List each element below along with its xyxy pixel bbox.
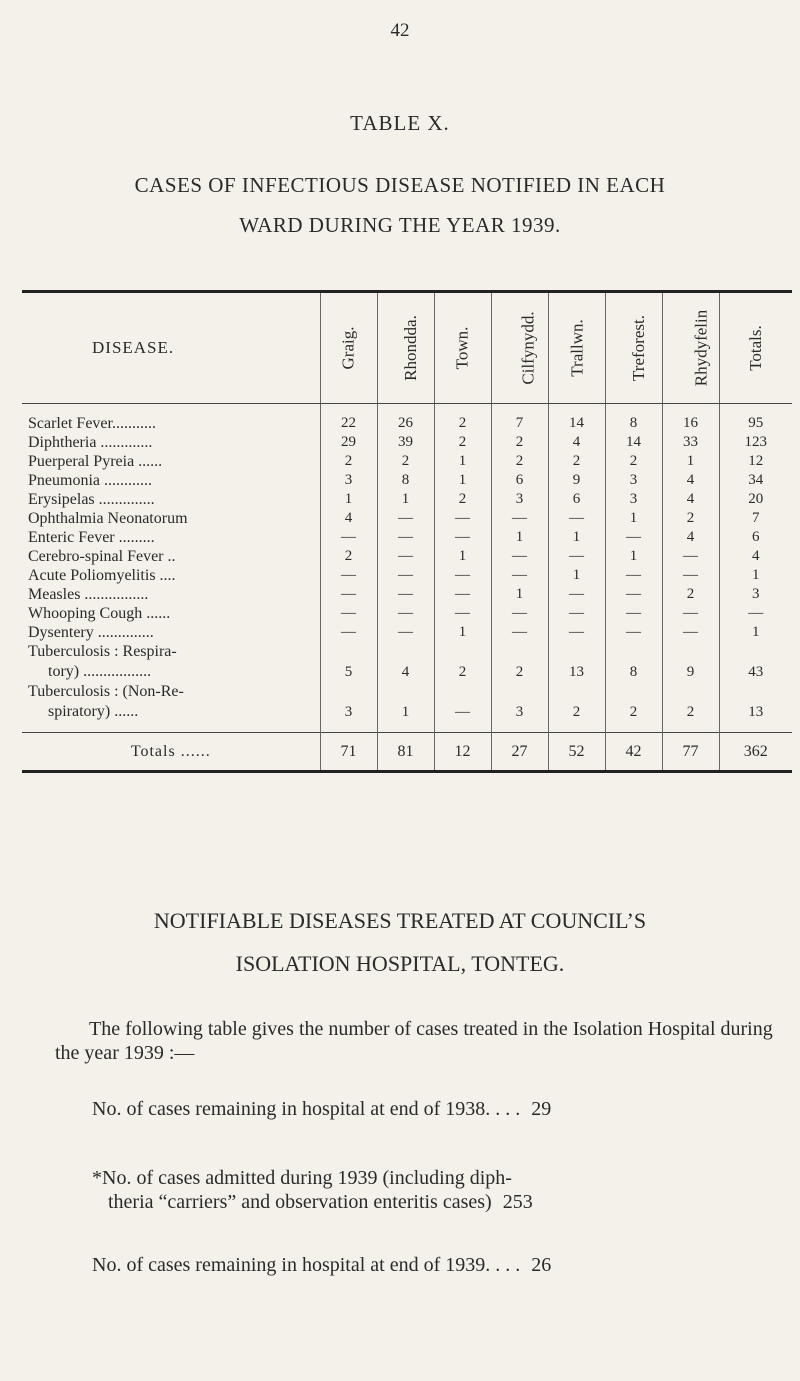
row-total-cell: 13: [719, 682, 792, 722]
grand-total-cell: 362: [719, 733, 792, 772]
row-total-cell: 20: [719, 490, 792, 509]
stat-label: No. of cases remaining in hospital at end of 1939. . . .: [92, 1254, 521, 1276]
ward-count-cell: 6: [491, 471, 548, 490]
ward-count-cell: 1: [491, 528, 548, 547]
disease-name: Whooping Cough ......: [28, 605, 171, 622]
ward-count-cell: —: [548, 623, 605, 642]
ward-count-cell: —: [548, 604, 605, 623]
table-row: [22, 528, 792, 547]
row-total-cell: 6: [719, 528, 792, 547]
ward-header-town: Town.: [434, 293, 491, 404]
ward-count-cell: 2: [377, 452, 434, 471]
infectious-disease-table: [22, 290, 792, 773]
ward-count-cell: —: [548, 585, 605, 604]
ward-count-cell: 2: [434, 433, 491, 452]
table-row: [22, 682, 792, 722]
table-row: [22, 642, 792, 682]
row-total-cell: 123: [719, 433, 792, 452]
disease-name: Measles ................: [28, 586, 149, 603]
ward-count-cell: 16: [662, 404, 719, 434]
ward-count-cell: —: [491, 547, 548, 566]
ward-count-cell: 2: [662, 682, 719, 722]
disease-name: Pneumonia ............: [28, 472, 152, 489]
total-cell: 52: [548, 733, 605, 772]
ward-count-cell: —: [434, 509, 491, 528]
row-total-cell: 12: [719, 452, 792, 471]
table-row: [22, 547, 792, 566]
ward-header-totals: Totals.: [719, 293, 792, 404]
ward-count-cell: 14: [548, 404, 605, 434]
ward-count-cell: —: [662, 547, 719, 566]
row-total-cell: 3: [719, 585, 792, 604]
ward-count-cell: 2: [434, 490, 491, 509]
ward-count-cell: 3: [605, 490, 662, 509]
ward-count-cell: 2: [434, 642, 491, 682]
ward-count-cell: 3: [491, 490, 548, 509]
ward-count-cell: —: [320, 604, 377, 623]
ward-count-cell: 8: [605, 404, 662, 434]
stat-value: 26: [531, 1254, 552, 1276]
table-row: [22, 490, 792, 509]
stat-remaining-1939: [92, 1253, 551, 1277]
disease-name: Tuberculosis : (Non-Re- spiratory) ......: [28, 683, 184, 720]
disease-name: Scarlet Fever...........: [28, 415, 156, 432]
ward-header-graig: Graig.: [320, 293, 377, 404]
stat-label-line2: theria “carriers” and observation enteritis cases) 253: [108, 1191, 533, 1213]
ward-count-cell: 2: [605, 452, 662, 471]
ward-count-cell: —: [434, 528, 491, 547]
total-cell: 12: [434, 733, 491, 772]
ward-count-cell: 2: [548, 682, 605, 722]
table-row: [22, 623, 792, 642]
ward-count-cell: 3: [320, 471, 377, 490]
ward-count-cell: —: [377, 509, 434, 528]
disease-column-header: DISEASE.: [22, 293, 320, 404]
ward-count-cell: 1: [377, 682, 434, 722]
ward-count-cell: 9: [548, 471, 605, 490]
disease-name: Diphtheria .............: [28, 434, 153, 451]
ward-count-cell: —: [434, 604, 491, 623]
ward-count-cell: 1: [377, 490, 434, 509]
table-row: [22, 604, 792, 623]
ward-count-cell: —: [605, 566, 662, 585]
ward-count-cell: —: [320, 623, 377, 642]
ward-count-cell: —: [662, 623, 719, 642]
ward-count-cell: —: [491, 623, 548, 642]
ward-count-cell: 2: [662, 509, 719, 528]
ward-count-cell: —: [548, 509, 605, 528]
ward-count-cell: —: [434, 566, 491, 585]
ward-count-cell: 1: [491, 585, 548, 604]
disease-name: Enteric Fever .........: [28, 529, 155, 546]
ward-count-cell: —: [605, 623, 662, 642]
ward-count-cell: 3: [320, 682, 377, 722]
table-heading-line2: WARD DURING THE YEAR 1939.: [239, 213, 561, 237]
isolation-title-line1: NOTIFIABLE DISEASES TREATED AT COUNCIL’S: [153, 908, 647, 933]
row-total-cell: 43: [719, 642, 792, 682]
table-row: [22, 471, 792, 490]
row-total-cell: 1: [719, 623, 792, 642]
page-number: 42: [390, 20, 410, 41]
ward-count-cell: —: [377, 585, 434, 604]
row-total-cell: 34: [719, 471, 792, 490]
ward-count-cell: 2: [491, 433, 548, 452]
ward-count-cell: 4: [548, 433, 605, 452]
ward-count-cell: 3: [605, 471, 662, 490]
spacer-row: [22, 722, 792, 733]
ward-count-cell: —: [491, 604, 548, 623]
ward-count-cell: 5: [320, 642, 377, 682]
ward-count-cell: 1: [605, 509, 662, 528]
row-total-cell: 1: [719, 566, 792, 585]
ward-count-cell: —: [377, 604, 434, 623]
ward-count-cell: 39: [377, 433, 434, 452]
ward-header-cilfynydd: Cilfynydd.: [491, 293, 548, 404]
ward-count-cell: —: [377, 547, 434, 566]
stat-label-line1: *No. of cases admitted during 1939 (including diph-: [92, 1167, 512, 1189]
table-label: TABLE X.: [350, 111, 450, 135]
ward-count-cell: 2: [548, 452, 605, 471]
table-heading-line1: CASES OF INFECTIOUS DISEASE NOTIFIED IN EACH: [134, 173, 666, 197]
ward-header-rhydyfelin: Rhydyfelin: [662, 293, 719, 404]
table-row: [22, 404, 792, 434]
ward-header-trallwn: Trallwn.: [548, 293, 605, 404]
row-total-cell: 4: [719, 547, 792, 566]
ward-count-cell: 29: [320, 433, 377, 452]
table-row: [22, 452, 792, 471]
totals-row: [22, 733, 792, 772]
ward-count-cell: —: [491, 566, 548, 585]
ward-header-treforest: Treforest.: [605, 293, 662, 404]
disease-name: Puerperal Pyreia ......: [28, 453, 163, 470]
total-cell: 71: [320, 733, 377, 772]
ward-count-cell: 1: [434, 452, 491, 471]
ward-count-cell: 1: [548, 566, 605, 585]
ward-count-cell: —: [320, 566, 377, 585]
ward-count-cell: 3: [491, 682, 548, 722]
ward-count-cell: 9: [662, 642, 719, 682]
ward-count-cell: 1: [434, 623, 491, 642]
table-header-row: [22, 293, 792, 404]
total-cell: 27: [491, 733, 548, 772]
table-row: [22, 585, 792, 604]
ward-count-cell: 1: [605, 547, 662, 566]
stat-value: 253: [502, 1191, 533, 1213]
ward-count-cell: —: [434, 585, 491, 604]
ward-count-cell: 2: [491, 452, 548, 471]
ward-count-cell: —: [320, 585, 377, 604]
ward-count-cell: 4: [662, 490, 719, 509]
stat-label: No. of cases remaining in hospital at end of 1938. . . .: [92, 1098, 521, 1120]
ward-count-cell: —: [377, 528, 434, 547]
disease-name: Ophthalmia Neonatorum: [28, 510, 188, 527]
ward-count-cell: 4: [377, 642, 434, 682]
ward-count-cell: 6: [548, 490, 605, 509]
ward-count-cell: 1: [548, 528, 605, 547]
ward-count-cell: 4: [662, 471, 719, 490]
ward-count-cell: —: [320, 528, 377, 547]
stat-admitted-1939: [92, 1166, 533, 1214]
disease-name: Erysipelas ..............: [28, 491, 155, 508]
stat-remaining-1938: [92, 1097, 551, 1121]
isolation-title-line2: ISOLATION HOSPITAL, TONTEG.: [235, 951, 565, 976]
ward-count-cell: 13: [548, 642, 605, 682]
ward-count-cell: —: [605, 604, 662, 623]
ward-count-cell: 2: [320, 547, 377, 566]
ward-count-cell: 33: [662, 433, 719, 452]
ward-count-cell: —: [662, 604, 719, 623]
ward-count-cell: —: [491, 509, 548, 528]
ward-count-cell: —: [377, 566, 434, 585]
total-cell: 42: [605, 733, 662, 772]
ward-count-cell: 14: [605, 433, 662, 452]
total-cell: 81: [377, 733, 434, 772]
ward-count-cell: 1: [320, 490, 377, 509]
row-total-cell: 7: [719, 509, 792, 528]
table-row: [22, 509, 792, 528]
ward-count-cell: —: [548, 547, 605, 566]
ward-count-cell: —: [377, 623, 434, 642]
disease-name: Cerebro-spinal Fever ..: [28, 548, 176, 565]
ward-count-cell: 26: [377, 404, 434, 434]
stat-value: 29: [531, 1098, 552, 1120]
ward-count-cell: 1: [662, 452, 719, 471]
ward-count-cell: 2: [662, 585, 719, 604]
intro-paragraph: The following table gives the number of cases treated in the Isolation Hospital during the year 1939 :—: [55, 1018, 773, 1064]
ward-count-cell: 1: [434, 547, 491, 566]
ward-count-cell: 2: [320, 452, 377, 471]
ward-count-cell: 8: [377, 471, 434, 490]
ward-count-cell: 8: [605, 642, 662, 682]
disease-name: Dysentery ..............: [28, 624, 154, 641]
ward-count-cell: 2: [491, 642, 548, 682]
ward-count-cell: 2: [605, 682, 662, 722]
totals-label: Totals ......: [22, 733, 320, 772]
table-row: [22, 566, 792, 585]
ward-count-cell: 1: [434, 471, 491, 490]
table-row: [22, 433, 792, 452]
ward-count-cell: 4: [662, 528, 719, 547]
ward-count-cell: 2: [434, 404, 491, 434]
ward-header-rhondda: Rhondda.: [377, 293, 434, 404]
row-total-cell: 95: [719, 404, 792, 434]
disease-name: Tuberculosis : Respira- tory) .................: [28, 643, 177, 680]
ward-count-cell: 22: [320, 404, 377, 434]
ward-count-cell: —: [605, 528, 662, 547]
total-cell: 77: [662, 733, 719, 772]
disease-name: Acute Poliomyelitis ....: [28, 567, 176, 584]
row-total-cell: —: [719, 604, 792, 623]
ward-count-cell: 7: [491, 404, 548, 434]
ward-count-cell: —: [662, 566, 719, 585]
ward-count-cell: —: [434, 682, 491, 722]
ward-count-cell: —: [605, 585, 662, 604]
ward-count-cell: 4: [320, 509, 377, 528]
